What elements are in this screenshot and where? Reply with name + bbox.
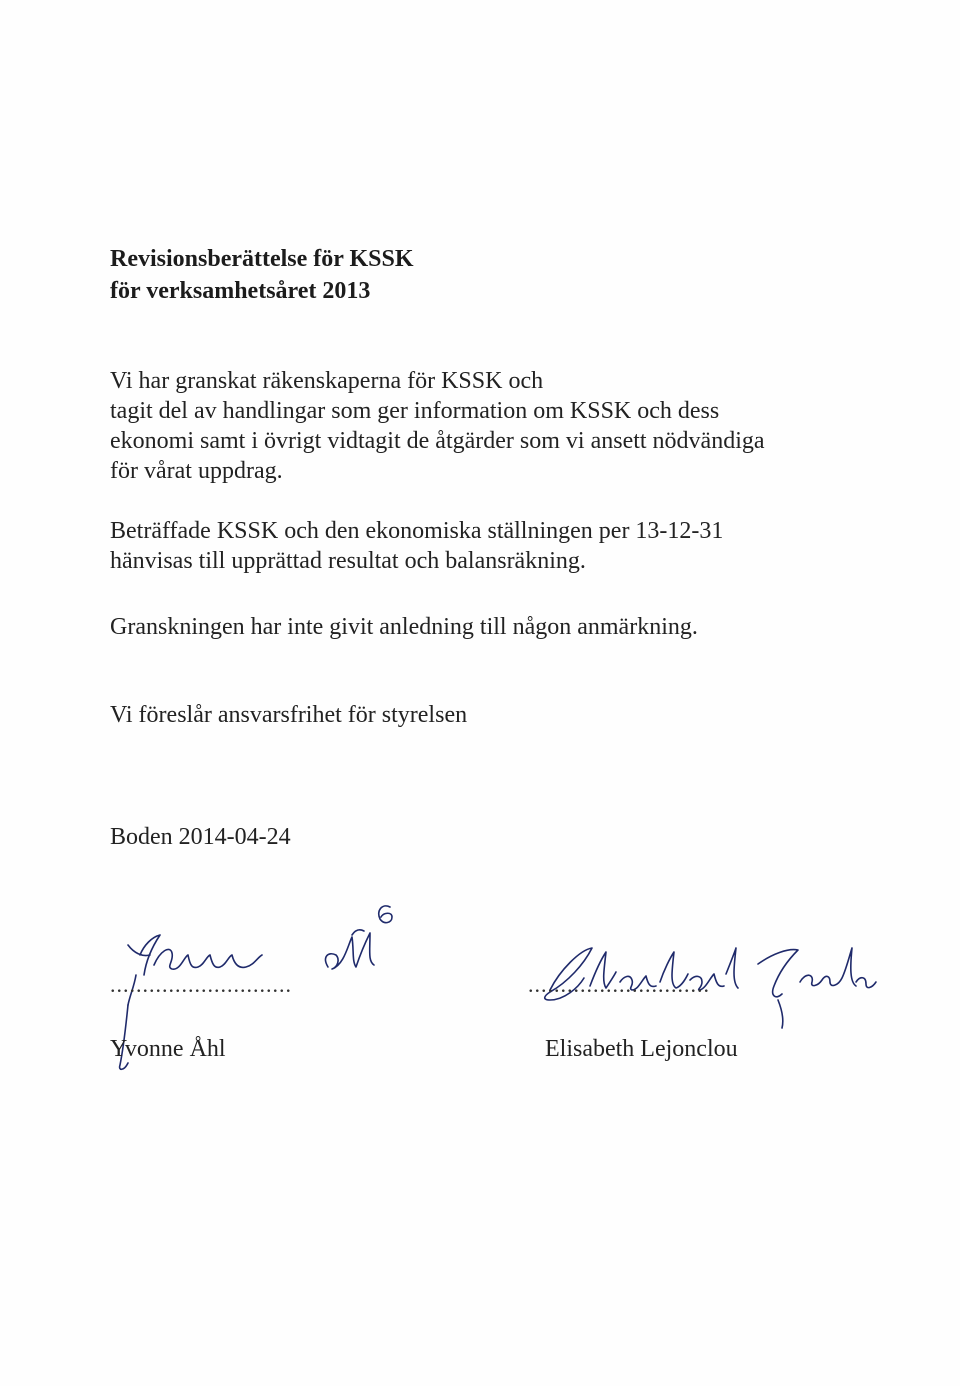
signer-name-right: Elisabeth Lejonclou xyxy=(545,1036,738,1062)
place-date: Boden 2014-04-24 xyxy=(110,824,291,850)
financial-line: Beträffade KSSK och den ekonomiska ställningen per 13-12-31 xyxy=(110,518,724,544)
signature-line-right: ............................ xyxy=(528,972,710,997)
signature-line-left: ............................ xyxy=(110,972,292,997)
financial-line: hänvisas till upprättad resultat och balansräkning. xyxy=(110,548,586,574)
intro-line: för vårat uppdrag. xyxy=(110,458,283,484)
signer-name-left: Yvonne Åhl xyxy=(110,1036,226,1062)
intro-line: Vi har granskat räkenskaperna för KSSK och xyxy=(110,368,544,394)
document-title xyxy=(110,243,414,307)
title-line-2: för verksamhetsåret 2013 xyxy=(110,278,371,304)
recommendation-paragraph: Vi föreslår ansvarsfrihet för styrelsen xyxy=(110,702,468,728)
intro-line: ekonomi samt i övrigt vidtagit de åtgärder som vi ansett nödvändiga xyxy=(110,428,765,454)
financial-position-paragraph xyxy=(110,516,723,576)
review-result-paragraph: Granskningen har inte givit anledning till någon anmärkning. xyxy=(110,614,698,640)
intro-paragraph xyxy=(110,366,765,486)
title-line-1: Revisionsberättelse för KSSK xyxy=(110,246,414,272)
intro-line: tagit del av handlingar som ger information om KSSK och dess xyxy=(110,398,720,424)
